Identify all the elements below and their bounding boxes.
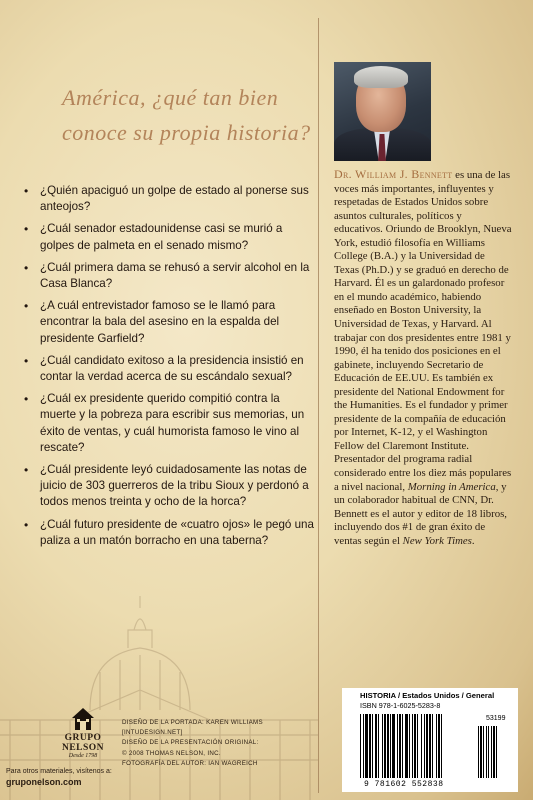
house-icon	[70, 706, 96, 732]
question-item: • ¿A cuál entrevistador famoso se le llamó para encontrar la bala del asesino en la espalda del presidente Garfield?	[24, 298, 314, 347]
publisher-name: GRUPO NELSON	[61, 733, 105, 753]
author-bio	[334, 168, 512, 548]
column-divider	[318, 18, 319, 793]
design-credits	[122, 718, 332, 769]
bio-text-1: es una de las voces más importantes, influyentes y respetadas de Estados Unidos sobre asuntos culturales, políticos y educativos. Oriundo de Brooklyn, Nueva York, estudió filosofía en Williams College (B.A.) y la Universidad de Texas (Ph.D.) y se graduó en derecho de Harvard. Él es un galardonado profesor en el mundo académico, habiendo enseñado en Boston University, la Universidad de Texas, y Harvard. Al trabajar con dos presidentes entre 1981 y 1990, él ha tenido dos posiciones en el gabinete, incluyendo Secretario de Educación de EE.UU. Es también ex presidente del National Endowment for the Humanities. Es el fundador y primer presidente de la compañía de educación por Internet, K-12, y el Washington Fellow del Claremont Institute. Presentador del programa radial considerado entre los diez más populares a nivel nacional,	[334, 169, 512, 493]
question-item: • ¿Cuál candidato exitoso a la presidencia insistió en contar la verdad acerca de su escándalo sexual?	[24, 353, 314, 385]
headline-line-2: conoce su propia historia?	[62, 120, 311, 145]
barcode-number: 9 781602 552838	[364, 780, 444, 789]
question-item: • ¿Cuál primera dama se rehusó a servir alcohol en la Casa Blanca?	[24, 260, 314, 292]
credit-line: [INTUDESIGN.NET]	[122, 729, 183, 737]
publisher-logo	[48, 706, 118, 759]
bio-text-2: , y un colaborador habitual de CNN, Dr. Bennett es el autor y editor de 18 libros, incluyendo dos #1 de gran éxito de ventas según el	[334, 480, 508, 547]
headline-line-1: América, ¿qué tan bien	[62, 85, 279, 110]
bio-text-end: .	[471, 534, 475, 547]
bio-show-title: Morning in America	[407, 480, 496, 493]
author-name: Dr. William J. Bennett	[334, 167, 453, 181]
author-photo	[334, 62, 431, 161]
barcode-addon-number: 53199	[486, 715, 506, 722]
question-item: • ¿Cuál futuro presidente de «cuatro ojos» le pegó una paliza a un matón borracho en una taberna?	[24, 517, 314, 549]
credit-line: DISEÑO DE LA PORTADA: KAREN WILLIAMS	[122, 719, 263, 726]
question-list	[24, 183, 314, 555]
bio-newspaper: New York Times	[402, 534, 472, 547]
headline	[62, 80, 312, 150]
book-category: HISTORIA / Estados Unidos / General	[360, 691, 495, 700]
materials-text: Para otros materiales, visítenos a:	[6, 768, 112, 775]
isbn-number: ISBN 978-1-6025-5283-8	[360, 701, 441, 710]
website-url: gruponelson.com	[6, 777, 82, 787]
question-item: • ¿Cuál senador estadounidense casi se murió a golpes de palmeta en el senado mismo?	[24, 221, 314, 253]
question-item: • ¿Cuál ex presidente querido compitió contra la muerte y la pobreza para escribir sus memorias, un éxito de ventas, y cuál humorista famoso le vino al rescate?	[24, 391, 314, 456]
barcode-box	[342, 688, 518, 792]
credit-line: FOTOGRAFÍA DEL AUTOR: IAN WAGREICH	[122, 759, 258, 767]
credit-line: © 2008 THOMAS NELSON, INC.	[122, 749, 221, 757]
barcode-icon	[342, 688, 518, 792]
question-item: • ¿Cuál presidente leyó cuidadosamente las notas de juicio de 303 guerreros de la tribu Sioux y perdonó a todos menos treinta y ocho de la horca?	[24, 462, 314, 511]
credit-line: DISEÑO DE LA PRESENTACIÓN ORIGINAL:	[122, 739, 259, 747]
author-hair	[354, 66, 408, 88]
question-item: • ¿Quién apaciguó un golpe de estado al ponerse sus anteojos?	[24, 183, 314, 215]
publisher-website	[6, 767, 116, 787]
publisher-since: Desde 1798	[68, 753, 98, 759]
